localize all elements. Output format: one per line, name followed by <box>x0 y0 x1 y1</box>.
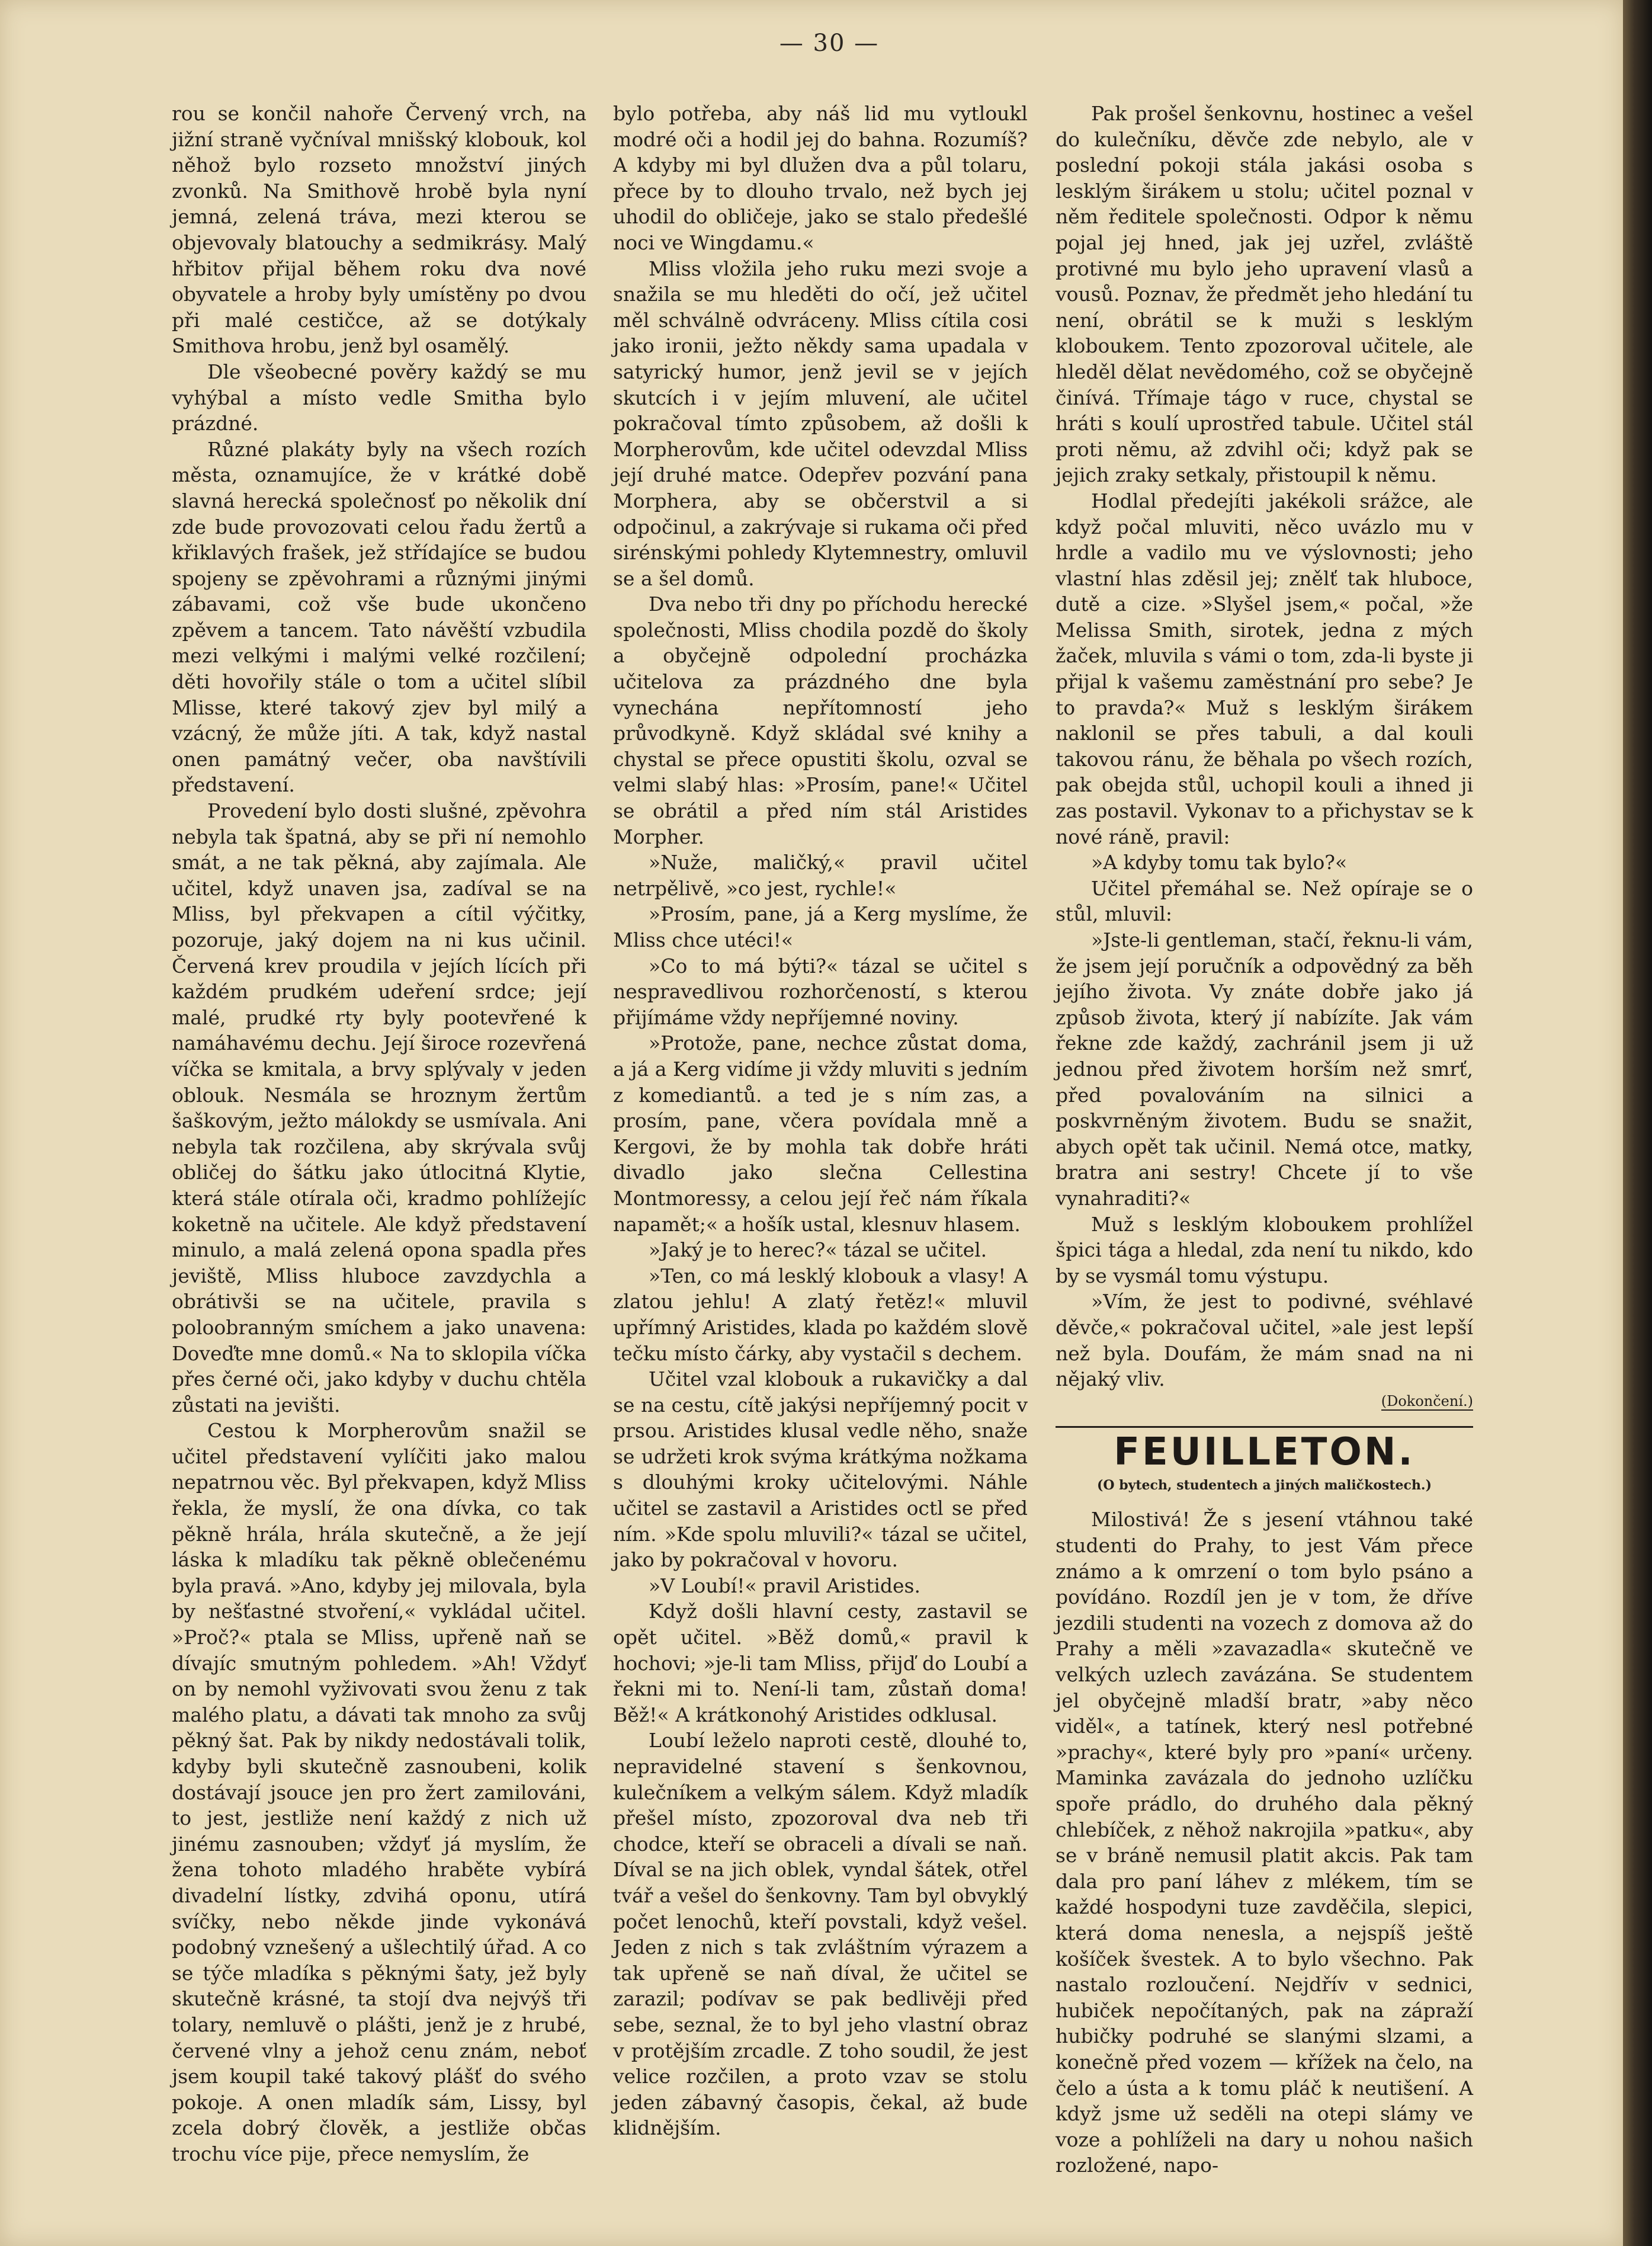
paragraph: Provedení bylo dosti slušné, zpěvohra nebyla tak špatná, aby se při ní nemohlo smát, a ne tak pěkná, aby zajímala. Ale učitel, když unaven jsa, zadíval se na Mliss, byl překvapen a cítil výčitky, pozoruje, jaký dojem na ni kus učinil. Červená krev proudila v jejích lících při každém prudkém udeření srdce; její malé, prudké rty byly pootevřené k namáhavému dechu. Její široce rozevřená víčka se kmitala, a brvy splývaly v jeden oblouk. Nesmála se hroznym žertům šaškovým, ježto málokdy se usmívala. Ani nebyla tak rozčilena, aby skrývala svůj obličej do šátku jako útlocitná Klytie, která stále otírala oči, kradmo pohlížejíc koketně na učitele. Ale když představení minulo, a malá zelená opona spadla přes jeviště, Mliss hluboce zavzdychla a obrátivši se na učitele, pravila s poloobranným smíchem a jako unavena: Doveďte mne domů.« Na to sklopila víčka přes černé oči, jako kdyby v duchu chtěla zůstati na jevišti. <box>172 799 586 1417</box>
paragraph: bylo potřeba, aby náš lid mu vytloukl modré oči a hodil jej do bahna. Rozumíš? A kdyby mi byl dlužen dva a půl tolaru, přece by to dlouho trvalo, než bych jej uhodil do obličeje, jako se stalo předešlé noci ve Wingdamu.« <box>613 102 1028 254</box>
paragraph: Učitel přemáhal se. Než opíraje se o stůl, mluvil: <box>1056 876 1473 926</box>
paragraph: Hodlal předejíti jakékoli srážce, ale když počal mluviti, něco uvázlo mu v hrdle a vadilo mu ve výslovnosti; jeho vlastní hlas zděsil jej; znělť tak hluboce, dutě a cize. »Slyšel jsem,« počal, »že Melissa Smith, sirotek, jedna z mých žaček, mluvila s vámi o tom, zda-li byste ji přijal k vašemu zaměstnání pro sebe? Je to pravda?« Muž s lesklým širákem naklonil se přes tabuli, a dal kouli takovou ránu, že běhala po všech rozích, pak obejda stůl, uchopil kouli a ihned ji zas postavil. Vykonav to a přichystav se k nové ráně, pravil: <box>1056 489 1473 848</box>
paragraph: »Ten, co má lesklý klobouk a vlasy! A zlatou jehlu! A zlatý řetěz!« mluvil upřímný Aristides, klada po každém slově tečku místo čárky, aby vystačil s dechem. <box>613 1264 1028 1365</box>
column-1 <box>172 101 586 2167</box>
feuilleton-title: FEUILLETON. <box>1114 1430 1415 1475</box>
paragraph: Dva nebo tři dny po příchodu herecké společnosti, Mliss chodila pozdě do školy a obyčejně odpolední procházka učitelova za prázdného dne byla vynechána nepřítomností jeho průvodkyně. Když skládal své knihy a chystal se přece opustiti školu, ozval se velmi slabý hlas: »Prosím, pane!« Učitel se obrátil a před ním stál Aristides Morpher. <box>613 592 1028 848</box>
paragraph: »V Loubí!« pravil Aristides. <box>649 1574 920 1597</box>
feuilleton-subtitle: (O bytech, studentech a jiných maličkostech.) <box>1096 1477 1432 1493</box>
paragraph: »Jste-li gentleman, stačí, řeknu-li vám, že jsem její poručník a odpovědný za běh jejího života. Vy znáte dobře jako já způsob života, který jí nabízíte. Jak vám řekne zde každý, zachránil jsem ji už jednou před životem horším než smrť, před povalováním na silnici a poskvrněným životem. Budu se snažit, abych opět tak učinil. Nemá otce, matky, bratra ani sestry! Chcete jí to vše vynahraditi?« <box>1056 928 1473 1210</box>
paragraph: »Jaký je to herec?« tázal se učitel. <box>649 1238 987 1262</box>
paragraph: Mliss vložila jeho ruku mezi svoje a snažila se mu hleděti do očí, jež učitel měl schválně odvráceny. Mliss cítila cosi jako ironii, ježto někdy sama upadala v satyrický humor, jenž jevil se v jejích skutcích i v jejím mluvení, ale učitel pokračoval tímto způsobem, až došli k Morpherovům, kde učitel odevzdal Mliss její druhé matce. Odepřev pozvání pana Morphera, aby se občerstvil a si odpočinul, a zakrývaje si rukama oči před sirénskými pohledy Klytemnestry, omluvil se a šel domů. <box>613 257 1028 590</box>
continued-note-text: (Dokončení.) <box>1381 1392 1473 1409</box>
continued-note <box>1056 1389 1473 1415</box>
paragraph: Různé plakáty byly na všech rozích města, oznamujíce, že v krátké době slavná herecká společnosť po několik dní zde bude provozovati celou řadu žertů a křiklavých frašek, jež střídajíce se budou spojeny se zpěvohrami a různými jinými zábavami, což vše bude ukončeno zpěvem a tancem. Tato návěští vzbudila mezi velkými i malými velké rozčilení; děti hovořily stále o tom a učitel slíbil Mlisse, které takový zjev byl milý a vzácný, že může jíti. A tak, když nastal onen památný večer, oba navštívili představení. <box>172 437 586 797</box>
paragraph: Muž s lesklým kloboukem prohlížel špici tága a hledal, zda není tu nikdo, kdo by se vysmál tomu výstupu. <box>1056 1212 1473 1287</box>
paragraph: »Vím, že jest to podivné, svéhlavé děvče,« pokračoval učitel, »ale jest lepší než byla. Doufám, že mám snad na ni nějaký vliv. <box>1056 1290 1473 1391</box>
paragraph: »Prosím, pane, já a Kerg myslíme, že Mliss chce utéci!« <box>613 902 1028 951</box>
page-number: — 30 — <box>779 30 880 57</box>
book-spine <box>1623 0 1652 2246</box>
column-2 <box>613 101 1028 2141</box>
paragraph: »Protože, pane, nechce zůstat doma, a já a Kerg vidíme ji vždy mluviti s jedním z komediantů. a ted je s ním zas, a prosím, pane, včera povídala mně a Kergovi, že by mohla tak dobře hráti divadlo jako slečna Cellestina Montmoressy, a celou její řeč nám říkala napamět;« a hošík ustal, klesnuv hlasem. <box>613 1031 1028 1236</box>
feuilleton-paragraph: Milostivá! Že s jesení vtáhnou také studenti do Prahy, to jest Vám přece známo a k omrzení o tom bylo psáno a povídáno. Rozdíl jen je v tom, že dříve jezdili studenti na vozech z domova až do Prahy a měli »zavazadla« skutečně ve velkých uzlech zavázána. Se studentem jel obyčejně mladší bratr, »aby něco viděl«, a tatínek, který nesl potřebné »prachy«, které byly pro »paní« určeny. Maminka zavázala do jednoho uzlíčku spoře prádlo, do druhého dala pěkný chlebíček, z něhož nakrojila »patku«, aby se v bráně nemusil platit akcis. Pak tam dala pro paní láhev z mlékem, tím se každé hospodyni tuze zavděčila, slepici, která doma nenesla, a nejspíš ještě košíček švestek. A to bylo všechno. Pak nastalo rozloučení. Nejdřív v sednici, hubiček nepočítaných, pak na zápraží hubičky podruhé se slanými slzami, a konečně před vozem — křížek na čelo, na čelo a ústa a k tomu pláč k neutišení. A když jsme už seděli na otepi slámy ve voze a pohlíželi na dary u nohou našich rozložené, napo- <box>1056 1508 1473 2177</box>
paragraph: Pak prošel šenkovnu, hostinec a vešel do kulečníku, děvče zde nebylo, ale v poslední pokoji stála jakási osoba s lesklým širákem u stolu; učitel poznal v něm ředitele společnosti. Odpor k němu pojal jej hned, jak jej uzřel, zvláště protivné mu bylo jeho upravení vlasů a vousů. Poznav, že předmět jeho hledání tu není, obrátil se k muži s lesklým kloboukem. Tento zpozoroval učitele, ale hleděl dělat nevědomého, což se obyčejně činívá. Třímaje tágo v ruce, chystal se hráti s koulí uprostřed tabule. Učitel stál proti němu, až zdvihl oči; když pak se jejich zraky setkaly, přistoupil k němu. <box>1056 102 1473 487</box>
paragraph: »A kdyby tomu tak bylo?« <box>1091 851 1348 874</box>
paragraph: Učitel vzal klobouk a rukavičky a dal se na cestu, cítě jakýsi nepříjemný pocit v prsou. Aristides klusal vedle něho, snaže se udržeti krok svýma krátkýma nožkama s dlouhými kroky učitelovými. Náhle učitel se zastavil a Aristides octl se před ním. »Kde spolu mluvili?« tázal se učitel, jako by pokračoval v hovoru. <box>613 1367 1028 1572</box>
paragraph: Dle všeobecné pověry každý se mu vyhýbal a místo vedle Smitha bylo prázdné. <box>172 360 586 435</box>
column-3 <box>1056 101 1473 2178</box>
paragraph: »Co to má býti?« tázal se učitel s nespravedlivou rozhorčeností, s kterou přijímáme vždy nepříjemné noviny. <box>613 954 1028 1029</box>
paragraph: Cestou k Morpherovům snažil se učitel představení vylíčiti jako malou nepatrnou věc. Byl překvapen, když Mliss řekla, že myslí, že ona dívka, co tak pěkně hrála, hrála skutečně, a že její láska k mladíku tak pěkně oblečenému byla pravá. »Ano, kdyby jej milovala, byla by nešťastné stvoření,« vykládal učitel. »Proč?« ptala se Mliss, upřeně naň se dívajíc smutným pohledem. »Ah! Vždyť on by nemohl vyživovati svou ženu z tak malého platu, a dávati tak mnoho za svůj pěkný šat. Pak by nikdy nedostávali tolik, kdyby byli skutečně zasnoubeni, kolik dostávají jsouce jen pro žert zamilováni, to jest, jestliže není každý z nich už jinému zasnouben; vždyť já myslím, že žena tohoto mladého hraběte vybírá divadelní lístky, zdvihá oponu, utírá svíčky, nebo někde jinde vykonává podobný vznešený a ušlechtilý úřad. A co se týče mladíka s pěknými šaty, jež byly skutečně krásné, ta stojí dva nejvýš tři tolary, nemluvě o plášti, jenž je z hrubé, červené vlny a jehož cenu znám, neboť jsem koupil také takový plášť do svého pokoje. A onen mladík sám, Lissy, byl zcela dobrý člověk, a jestliže občas trochu více pije, přece nemyslím, že <box>172 1419 586 2165</box>
paragraph: rou se končil nahoře Červený vrch, na jižní straně vyčníval mnišský klobouk, kol něhož bylo rozseto množství jiných zvonků. Na Smithově hrobě byla nyní jemná, zelená tráva, mezi kterou se objevovaly blatouchy a sedmikrásy. Malý hřbitov přijal během roku dva nové obyvatele a hroby byly umístěny po dvou při malé cestičce, až se dotýkaly Smithova hrobu, jenž byl osamělý. <box>172 102 586 358</box>
paragraph: Loubí leželo naproti cestě, dlouhé to, nepravidelné stavení s šenkovnou, kulečníkem a velkým sálem. Když mladík přešel místo, zpozoroval dva neb tři chodce, kteří se obraceli a dívali se naň. Díval se na jich oblek, vyndal šátek, otřel tvář a vešel do šenkovny. Tam byl obvyklý počet lenochů, kteří povstali, když vešel. Jeden z nich s tak zvláštním výrazem a tak upřeně se naň díval, že učitel se zarazil; podívav se pak bedlivěji před sebe, seznal, že to byl jeho vlastní obraz v protějším zrcadle. Z toho soudil, že jest velice rozčilen, a proto vzav se stolu jeden zábavný časopis, čekal, až bude klidnějším. <box>613 1729 1028 2140</box>
section-divider <box>1056 1426 1473 1428</box>
paragraph: »Nuže, maličký,« pravil učitel netrpělivě, »co jest, rychle!« <box>613 851 1028 900</box>
paragraph: Když došli hlavní cesty, zastavil se opět učitel. »Běž domů,« pravil k hochovi; »je-li tam Mliss, přijď do Loubí a řekni mi to. Není-li tam, zůstaň doma! Běž!« A krátkonohý Aristides odklusal. <box>613 1600 1028 1726</box>
